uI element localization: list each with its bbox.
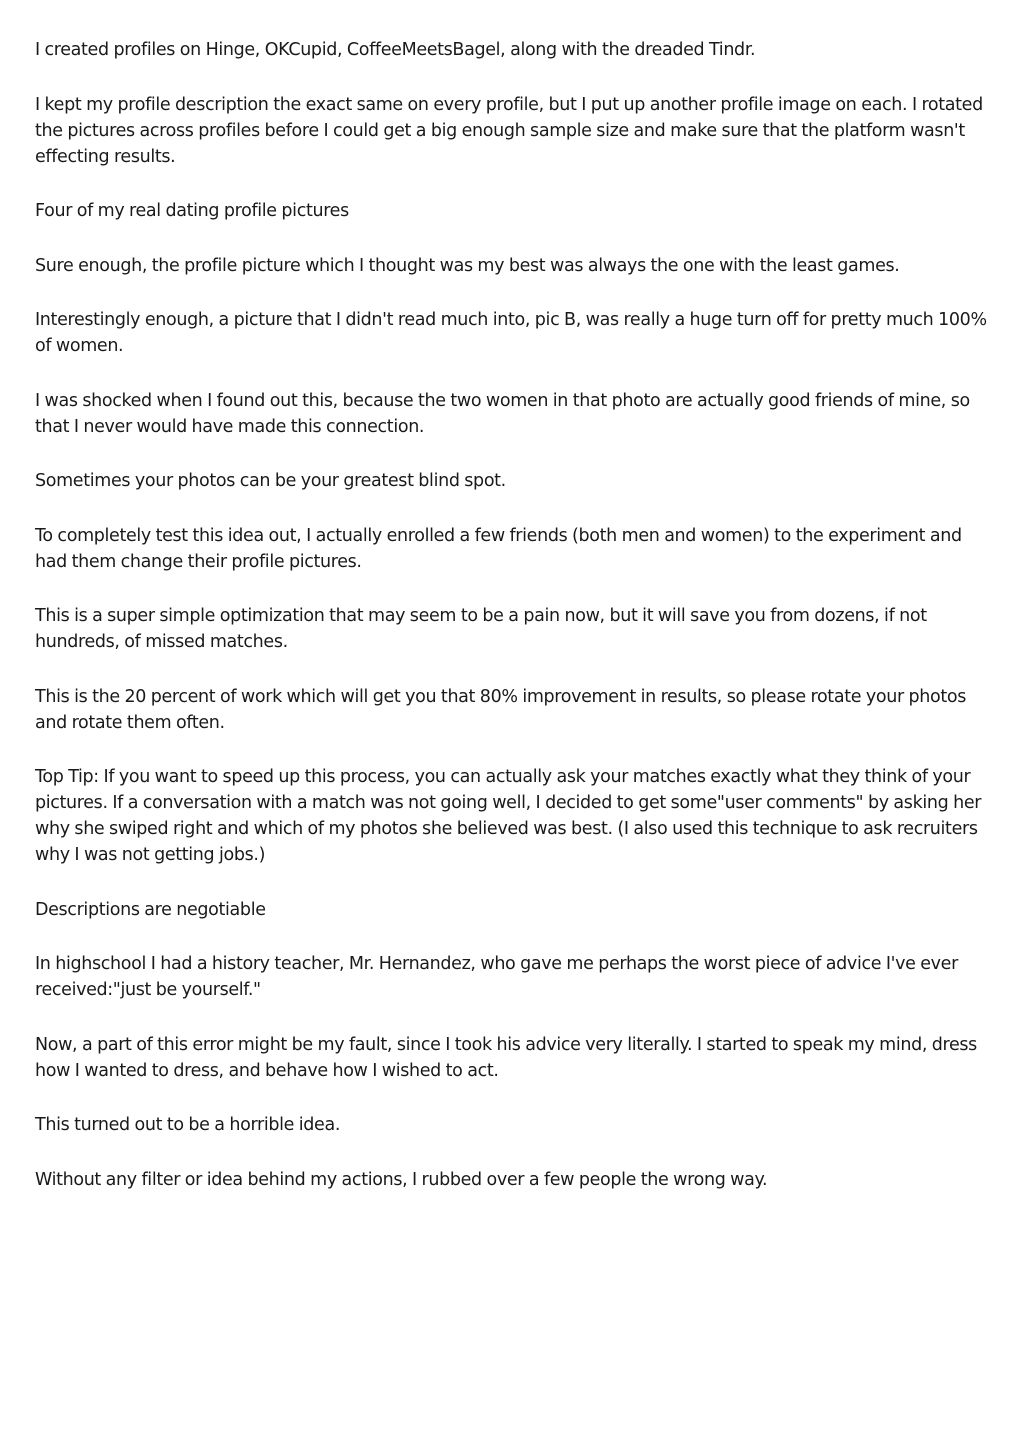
paragraph-15: This turned out to be a horrible idea. [35, 1115, 341, 1135]
paragraph-7: Sometimes your photos can be your greatest blind spot. [35, 471, 506, 491]
paragraph-9: This is a super simple optimization that may seem to be a pain now, but it will save you from dozens, if not hundreds, of missed matches. [35, 606, 927, 652]
paragraph-2: I kept my profile description the exact same on every profile, but I put up another profile image on each. I rotated the pictures across profiles before I could get a big enough sample size and make sure that the platform wasn't effecting results. [35, 94, 983, 167]
paragraph-6: I was shocked when I found out this, because the two women in that photo are actually good friends of mine, so that I never would have made this connection. [35, 390, 970, 437]
paragraph-8: To completely test this idea out, I actually enrolled a few friends (both men and women) to the experiment and had them change their profile pictures. [35, 525, 962, 572]
paragraph-3: Four of my real dating profile pictures [35, 201, 349, 221]
paragraph-11: Top Tip: If you want to speed up this process, you can actually ask your matches exactly what they think of your pictures. If a conversation with a match was not going well, I decided to get some"user comments" by asking her why she swiped right and which of my photos she believed was best. (I also used this technique to ask recruiters why I was not getting jobs.) [35, 767, 982, 865]
paragraph-12: Descriptions are negotiable [35, 899, 266, 920]
paragraph-4: Sure enough, the profile picture which I thought was my best was always the one with the least games. [35, 255, 900, 276]
paragraph-14: Now, a part of this error might be my fault, since I took his advice very literally. I started to speak my mind, dress how I wanted to dress, and behave how I wished to act. [35, 1034, 977, 1081]
paragraph-5: Interestingly enough, a picture that I didn't read much into, pic B, was really a huge turn off for pretty much 100% of women. [35, 310, 987, 356]
paragraph-10: This is the 20 percent of work which will get you that 80% improvement in results, so please rotate your photos and rotate them often. [35, 686, 966, 733]
document-page [35, 37, 990, 1221]
paragraph-1: I created profiles on Hinge, OKCupid, CoffeeMeetsBagel, along with the dreaded Tindr. [35, 40, 756, 60]
paragraph-16: Without any filter or idea behind my actions, I rubbed over a few people the wrong way. [35, 1169, 768, 1190]
paragraph-13: In highschool I had a history teacher, Mr. Hernandez, who gave me perhaps the worst piece of advice I've ever received:"just be yourself." [35, 954, 958, 1000]
